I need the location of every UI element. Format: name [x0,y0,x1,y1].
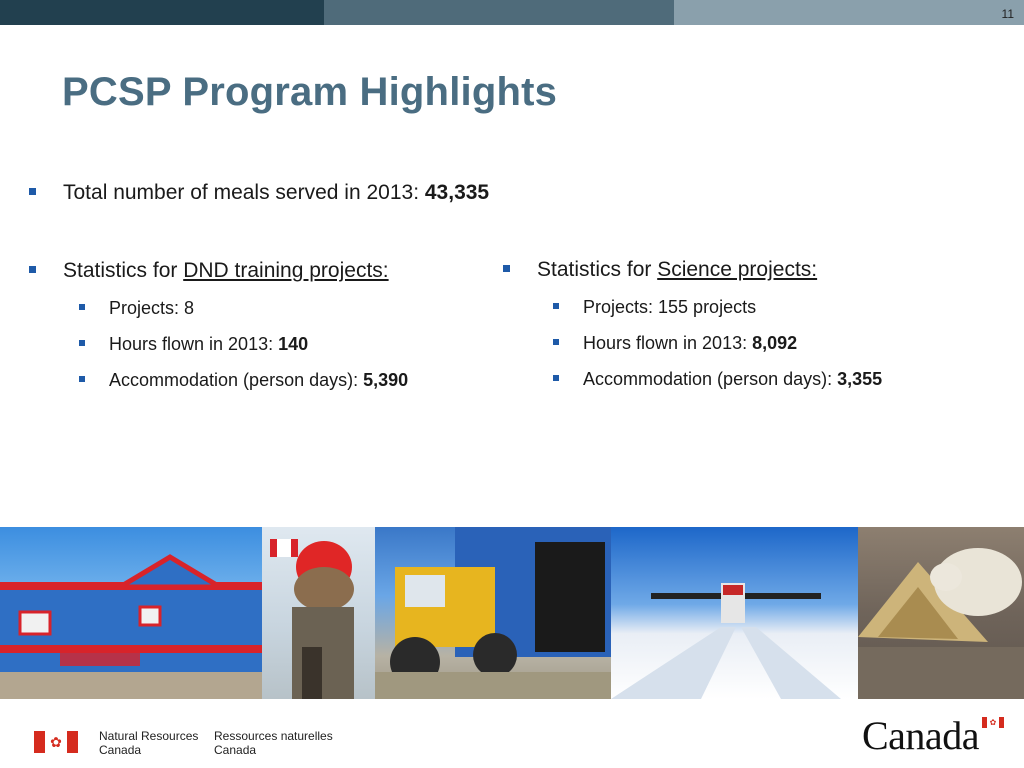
science-accommodation-item [553,369,882,390]
dnd-projects: Projects: 8 [109,298,195,318]
canada-flag-icon: ✿ [34,731,78,753]
photo-yellow-loader [375,527,611,699]
dnd-projects-item [79,298,194,319]
science-hours-item [553,333,797,354]
footer-en-line2: Canada [99,743,142,757]
bullet-square-icon [553,339,559,345]
banner-segment-mid [324,0,674,25]
banner-segment-light [674,0,1024,25]
top-banner [0,0,1024,25]
bullet-square-icon [29,188,36,195]
bullet-dnd-heading [29,259,389,283]
bullet-science-heading [503,258,817,282]
science-link: Science projects: [657,258,818,281]
photo-twin-otter-on-ice [611,527,858,699]
photo-polar-bear-and-tent [858,527,1024,699]
bullet-square-icon [79,304,85,310]
photo-strip [0,527,1024,699]
footer-english-name [99,729,198,757]
footer-en-line1: Natural Resources [99,729,199,743]
bullet-square-icon [29,266,36,273]
bullet-square-icon [553,375,559,381]
bullet-meals [29,181,489,205]
dnd-link: DND training projects: [183,259,389,282]
dnd-accom-value: 5,390 [363,370,409,390]
photo-red-blue-building [0,527,262,699]
slide-title: PCSP Program Highlights [62,70,558,114]
dnd-hours-item [79,334,308,355]
dnd-intro: Statistics for [63,259,184,282]
canada-wordmark: Canada [862,713,979,758]
science-projects: Projects: 155 projects [583,297,757,317]
bullet-square-icon [503,265,510,272]
meals-label: Total number of meals served in 2013: [63,181,425,204]
science-intro: Statistics for [537,258,658,281]
footer-fr-line1: Ressources naturelles [214,729,333,743]
science-accom-label: Accommodation (person days): [583,369,838,389]
dnd-accom-label: Accommodation (person days): [109,370,364,390]
footer-fr-line2: Canada [214,743,257,757]
dnd-hours-value: 140 [278,334,309,354]
slide-number: 11 [1001,7,1014,21]
bullet-square-icon [79,376,85,382]
dnd-accommodation-item [79,370,408,391]
wordmark-flag-icon: ✿ [982,717,1004,728]
science-accom-value: 3,355 [837,369,883,389]
science-hours-label: Hours flown in 2013: [583,333,753,353]
dnd-hours-label: Hours flown in 2013: [109,334,279,354]
science-projects-item [553,297,756,318]
science-hours-value: 8,092 [752,333,798,353]
banner-segment-dark [0,0,324,25]
footer-french-name [214,729,333,757]
photo-person-in-parka [262,527,375,699]
bullet-square-icon [553,303,559,309]
meals-value: 43,335 [424,181,490,204]
bullet-square-icon [79,340,85,346]
